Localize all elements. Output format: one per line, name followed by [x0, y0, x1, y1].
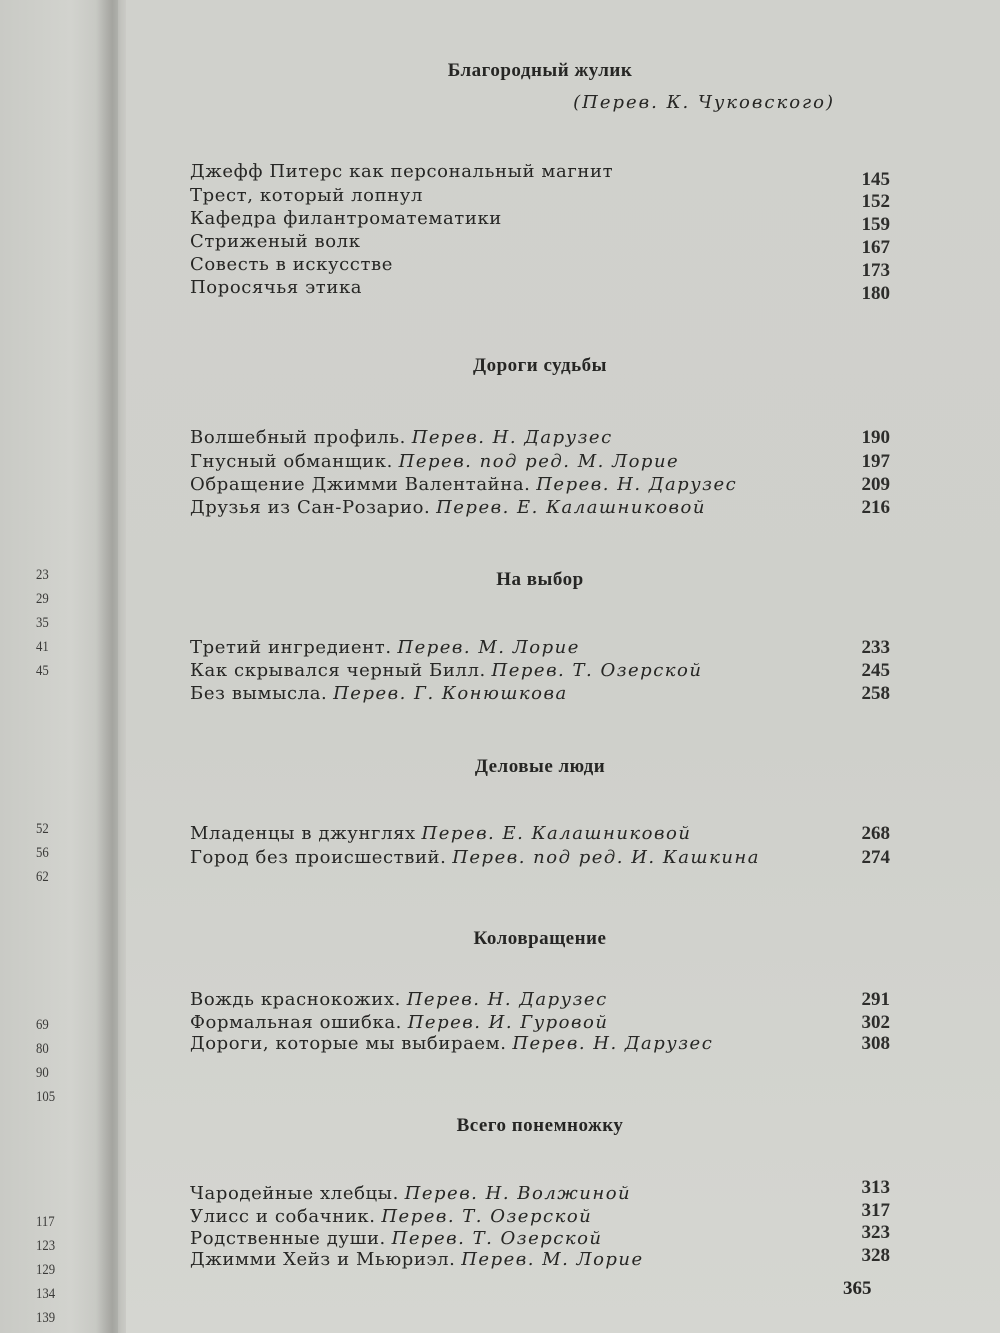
entry-translator: Перев. М. Лорие [461, 1249, 644, 1270]
margin-number-group [36, 1013, 59, 1109]
entry-title: Джимми Хейз и Мьюриэл. [190, 1249, 456, 1270]
margin-number: 139 [36, 1310, 56, 1326]
margin-number-group [36, 563, 51, 683]
toc-entry [190, 846, 890, 870]
entry-translator: Перев. И. Гуровой [407, 1012, 609, 1033]
toc-entry [190, 1177, 890, 1206]
entry-title: Третий ингредиент. [190, 637, 392, 658]
toc-entry [190, 1200, 890, 1229]
section-heading: На выбор [496, 569, 584, 590]
entry-title: Без вымысла. [190, 683, 328, 704]
entry-page: 317 [861, 1200, 890, 1221]
entry-page: 245 [861, 660, 890, 681]
entry-page: 152 [861, 191, 890, 212]
toc-entry [190, 636, 890, 660]
margin-number: 35 [36, 615, 49, 631]
section-translator: (Перев. К. Чуковского) [573, 92, 835, 113]
toc-entry [190, 450, 890, 474]
entry-title: Город без происшествий. [190, 847, 447, 868]
entry-page: 145 [861, 169, 890, 190]
entry-page: 313 [861, 1177, 890, 1198]
entry-page: 323 [861, 1222, 890, 1243]
entry-page: 233 [861, 637, 890, 658]
entry-title: Гнусный обманщик. [190, 451, 393, 472]
entry-title: Улисс и собачник. [190, 1206, 376, 1227]
entry-page: 167 [861, 237, 890, 258]
entry-translator: Перев. Т. Озерской [491, 660, 703, 681]
toc-entry [190, 659, 890, 683]
table-of-contents [190, 0, 890, 1333]
entry-translator: Перев. Г. Конюшкова [333, 683, 568, 704]
page-number: 365 [843, 1278, 872, 1299]
toc-entry [190, 1032, 890, 1056]
toc-entry [190, 822, 890, 846]
margin-number: 105 [36, 1089, 56, 1105]
entry-translator: Перев. Н. Дарузес [536, 474, 738, 495]
entry-translator: Перев. Н. Дарузес [406, 989, 608, 1010]
margin-number: 29 [36, 591, 49, 607]
entry-title: Дороги, которые мы выбираем. [190, 1033, 507, 1054]
entry-title: Друзья из Сан-Розарио. [190, 497, 431, 518]
entry-page: 291 [861, 989, 890, 1010]
toc-entry [190, 682, 890, 706]
section-heading: Деловые люди [474, 756, 606, 777]
toc-entry [190, 184, 890, 212]
margin-number: 69 [36, 1017, 49, 1033]
margin-number: 90 [36, 1065, 49, 1081]
entry-title: Джефф Питерс как персональный магнит [190, 161, 614, 182]
entry-page: 190 [861, 427, 890, 448]
entry-page: 328 [861, 1245, 890, 1266]
entry-translator: Перев. Н. Дарузес [512, 1033, 714, 1054]
margin-number: 56 [36, 845, 49, 861]
entry-translator: Перев. Т. Озерской [381, 1206, 593, 1227]
toc-entry [190, 426, 890, 450]
entry-title: Вождь краснокожих. [190, 989, 401, 1010]
entry-page: 258 [861, 683, 890, 704]
entry-title: Волшебный профиль. [190, 427, 406, 448]
margin-number: 62 [36, 869, 49, 885]
section-heading: Коловращение [473, 928, 607, 949]
toc-entry [190, 276, 890, 304]
section-heading: Всего понемножку [456, 1115, 624, 1136]
toc-entry [190, 253, 890, 281]
margin-number: 129 [36, 1262, 56, 1278]
entry-page: 302 [861, 1012, 890, 1033]
entry-page: 173 [861, 260, 890, 281]
entry-translator: Перев. под ред. И. Кашкина [452, 847, 761, 868]
toc-entry [190, 230, 890, 258]
margin-number-group [36, 817, 51, 889]
entry-translator: Перев. Е. Калашниковой [436, 497, 706, 518]
entry-title: Чародейные хлебцы. [190, 1183, 399, 1204]
entry-page: 197 [861, 451, 890, 472]
entry-title: Кафедра филантроматематики [190, 208, 502, 229]
margin-number: 117 [36, 1214, 55, 1230]
margin-number: 80 [36, 1041, 49, 1057]
entry-page: 274 [861, 847, 890, 868]
toc-entry [190, 207, 890, 235]
entry-title: Трест, который лопнул [190, 185, 424, 206]
margin-number: 134 [36, 1286, 56, 1302]
entry-translator: Перев. Н. Волжиной [404, 1183, 632, 1204]
entry-page: 268 [861, 823, 890, 844]
section-heading: Благородный жулик [447, 60, 633, 81]
margin-number-group [36, 1210, 59, 1330]
entry-translator: Перев. М. Лорие [397, 637, 580, 658]
entry-page: 216 [861, 497, 890, 518]
margin-number: 23 [36, 567, 49, 583]
entry-page: 209 [861, 474, 890, 495]
entry-page: 159 [861, 214, 890, 235]
entry-title: Обращение Джимми Валентайна. [190, 474, 531, 495]
entry-title: Совесть в искусстве [190, 254, 394, 275]
entry-title: Младенцы в джунглях [190, 823, 416, 844]
margin-number: 41 [36, 639, 49, 655]
margin-number: 123 [36, 1238, 56, 1254]
margin-number: 52 [36, 821, 49, 837]
toc-entry [190, 496, 890, 520]
entry-page: 180 [861, 283, 890, 304]
toc-entry [190, 473, 890, 497]
entry-translator: Перев. под ред. М. Лорие [398, 451, 680, 472]
entry-translator: Перев. Н. Дарузес [411, 427, 613, 448]
toc-entry [190, 1245, 890, 1272]
entry-title: Родственные души. [190, 1228, 386, 1249]
entry-title: Как скрывался черный Билл. [190, 660, 486, 681]
margin-number: 45 [36, 663, 49, 679]
entry-title: Стриженый волк [190, 231, 361, 252]
section-heading: Дороги судьбы [473, 355, 607, 376]
entry-title: Поросячья этика [190, 277, 363, 298]
entry-translator: Перев. Т. Озерской [391, 1228, 603, 1249]
entry-translator: Перев. Е. Калашниковой [421, 823, 692, 844]
entry-page: 308 [861, 1033, 890, 1054]
toc-entry [190, 160, 890, 190]
toc-entry [190, 988, 890, 1012]
entry-title: Формальная ошибка. [190, 1012, 402, 1033]
